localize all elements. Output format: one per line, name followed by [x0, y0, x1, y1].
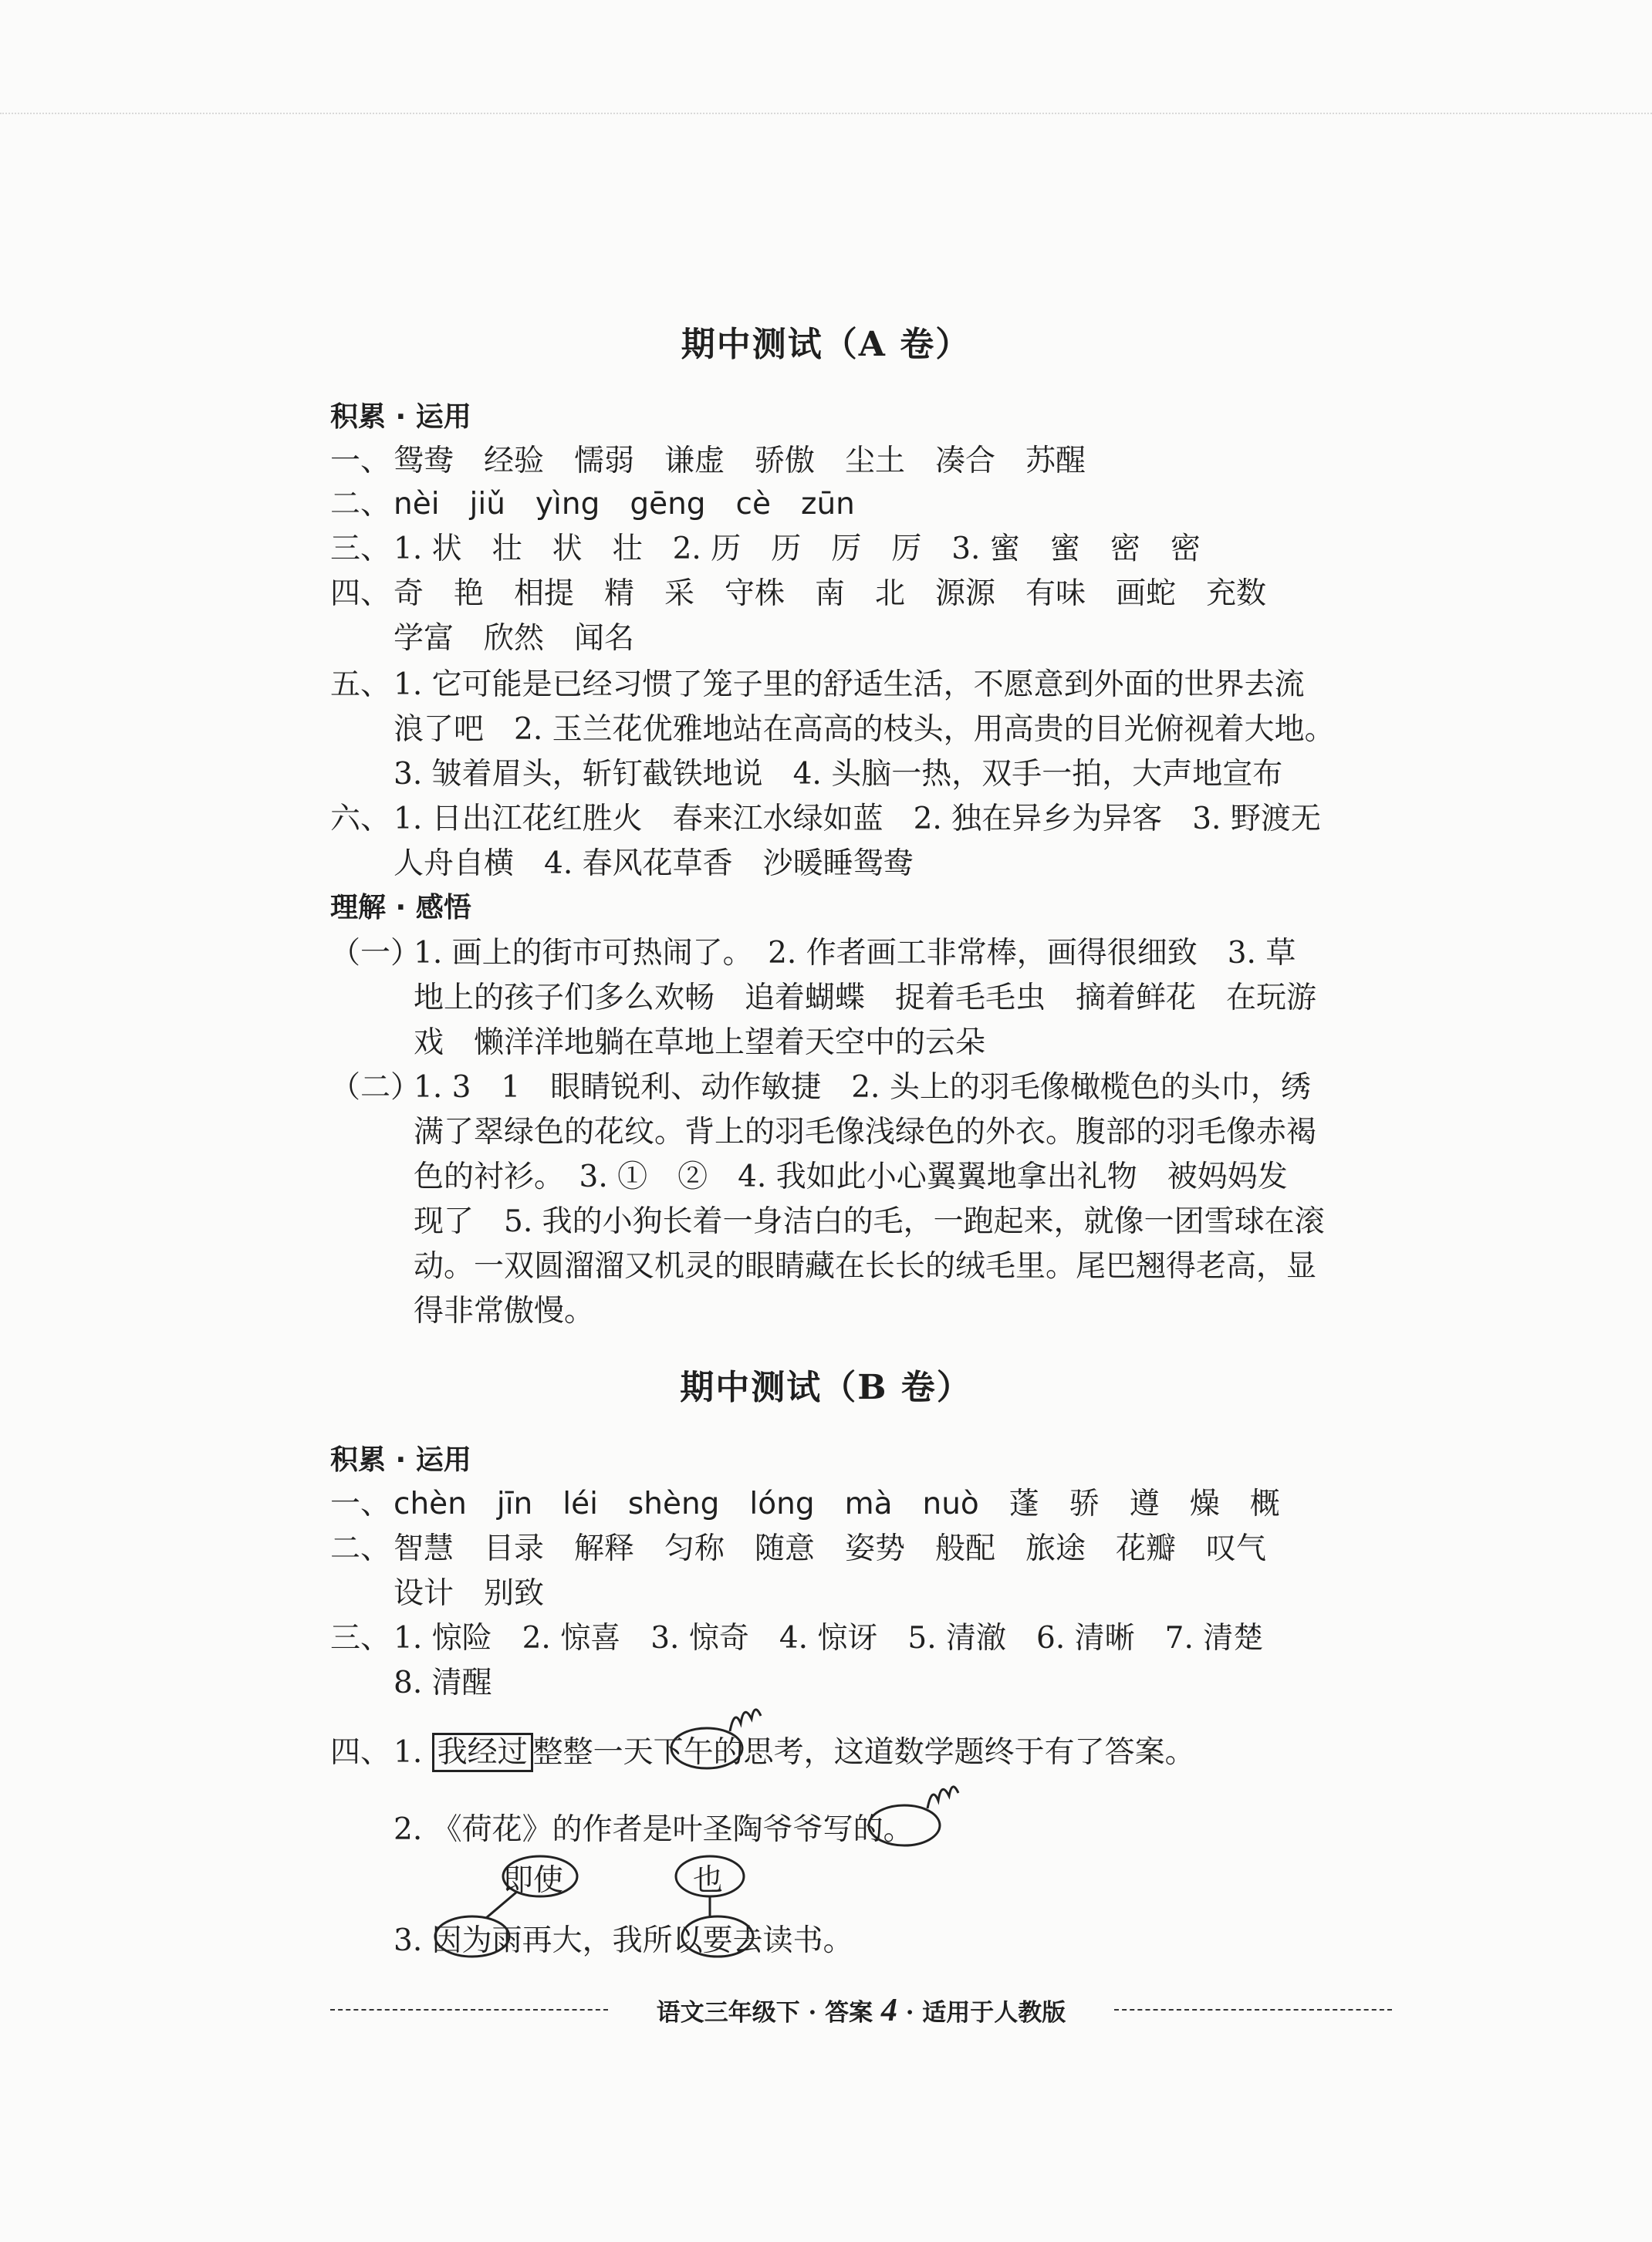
footer-page-number: 4 — [880, 1993, 897, 2028]
title-b: 期中测试（B 卷） — [680, 1368, 972, 1407]
b-q4-s3-mid: 雨再大，我 — [492, 1923, 643, 1958]
b-q4-s2-before: 《荷花》的作者是叶圣陶爷爷 — [431, 1812, 823, 1847]
b-q4-s1-before: 整整一天 — [532, 1735, 654, 1770]
a-r1-line2: 地上的孩子们多么欢畅 追着蝴蝶 捉着毛毛虫 摘着鲜花 在玩游 — [414, 981, 1317, 1015]
b-q4-s3-insert-2: 也 — [693, 1863, 724, 1898]
a-q1-label: 一、 — [330, 444, 391, 478]
circle-mark-insert-2 — [676, 1856, 744, 1896]
delete-mark-s1 — [730, 1710, 761, 1731]
b-q4-s1-boxed: 我经过 — [432, 1733, 533, 1772]
connector-1 — [486, 1892, 517, 1918]
b-q4-label: 四、 — [330, 1735, 391, 1770]
section-a-jilei: 积累 · 运用 — [330, 401, 471, 433]
a-r2-line4: 现了 5. 我的小狗长着一身洁白的毛，一跑起来，就像一团雪球在滚 — [414, 1204, 1325, 1239]
b-q4-s3-num: 3. — [394, 1923, 423, 1958]
a-r2-label: （二） — [330, 1070, 421, 1105]
a-q5-line1: 1. 它可能是已经习惯了笼子里的舒适生活，不愿意到外面的世界去流 — [394, 667, 1305, 702]
b-q2-line1: 智慧 目录 解释 匀称 随意 姿势 般配 旅途 花瓣 叹气 — [394, 1531, 1267, 1566]
delete-mark-s2 — [927, 1787, 958, 1808]
b-q4-s3-insert-1: 即使 — [503, 1863, 564, 1898]
circle-mark-insert-1 — [503, 1856, 577, 1896]
a-r2-line6: 得非常傲慢。 — [414, 1294, 595, 1329]
b-q4-s2-circled: 写的 — [823, 1812, 883, 1847]
footer-left: 语文三年级下 · 答案 — [656, 1999, 873, 2027]
a-q3-text: 1. 状 壮 状 壮 2. 历 历 厉 厉 3. 蜜 蜜 密 密 — [394, 532, 1201, 566]
circle-mark-s1 — [671, 1728, 742, 1768]
a-q6-line2: 人舟自横 4. 春风花草香 沙暖睡鸳鸯 — [394, 846, 914, 881]
b-q4-s2-after: 。 — [883, 1812, 914, 1847]
footer-text — [330, 1992, 1392, 2029]
a-r1-label: （一） — [330, 936, 421, 971]
b-q3-line1: 1. 惊险 2. 惊喜 3. 惊奇 4. 惊讶 5. 清澈 6. 清晰 7. 清楚 — [394, 1621, 1264, 1656]
a-q4-line1: 奇 艳 相提 精 采 守株 南 北 源源 有味 画蛇 充数 — [394, 576, 1267, 611]
b-q2-line2: 设计 别致 — [394, 1576, 545, 1611]
a-q5-line3: 3. 皱着眉头，斩钉截铁地说 4. 头脑一热，双手一拍，大声地宣布 — [394, 757, 1283, 792]
b-q4-s3-circled-2: 所以 — [642, 1923, 703, 1958]
a-q4-line2: 学富 欣然 闻名 — [394, 621, 635, 656]
footer — [330, 1992, 1392, 2031]
title-a: 期中测试（A 卷） — [681, 325, 971, 364]
section-b-jilei: 积累 · 运用 — [330, 1444, 471, 1476]
circle-mark-s3-2 — [682, 1916, 753, 1957]
a-r1-line1: 1. 画上的街市可热闹了。 2. 作者画工非常棒，画得很细致 3. 草 — [414, 936, 1296, 971]
b-q4-s1-circled: 下午 — [653, 1735, 714, 1770]
a-r2-line5: 动。一双圆溜溜又机灵的眼睛藏在长长的绒毛里。尾巴翘得老高，显 — [414, 1249, 1317, 1284]
b-q3-line2: 8. 清醒 — [394, 1666, 492, 1700]
b-q4-s3-after: 要去读书。 — [702, 1923, 853, 1958]
a-q5-label: 五、 — [330, 667, 391, 702]
a-q1-text: 鸳鸯 经验 懦弱 谦虚 骄傲 尘土 凑合 苏醒 — [394, 444, 1086, 478]
b-q4-s1-after: 的思考，这道数学题终于有了答案。 — [713, 1735, 1195, 1770]
circle-mark-s2 — [869, 1805, 940, 1845]
circle-mark-s3-1 — [435, 1916, 509, 1957]
b-q4-s2-num: 2. — [394, 1812, 423, 1847]
a-q5-line2: 浪了吧 2. 玉兰花优雅地站在高高的枝头，用高贵的目光俯视着大地。 — [394, 712, 1335, 747]
a-r1-line3: 戏 懒洋洋地躺在草地上望着天空中的云朵 — [414, 1025, 986, 1060]
b-q2-label: 二、 — [330, 1531, 391, 1566]
b-q1-label: 一、 — [330, 1487, 391, 1521]
b-q3-label: 三、 — [330, 1621, 391, 1656]
a-q6-line1: 1. 日出江花红胜火 春来江水绿如蓝 2. 独在异乡为异客 3. 野渡无 — [394, 802, 1321, 836]
a-r2-line1: 1. 3 1 眼睛锐利、动作敏捷 2. 头上的羽毛像橄榄色的头巾，绣 — [414, 1070, 1311, 1105]
a-q3-label: 三、 — [330, 532, 391, 566]
footer-right: · 适用于人教版 — [905, 1999, 1066, 2027]
b-q4-s3-circled-1: 因为 — [431, 1923, 492, 1958]
b-q1-text: chèn jīn léi shèng lóng mà nuò 蓬 骄 遵 燥 概 — [394, 1487, 1280, 1521]
a-q4-label: 四、 — [330, 576, 391, 611]
a-q6-label: 六、 — [330, 802, 391, 836]
a-q2-label: 二、 — [330, 487, 391, 522]
a-r2-line2: 满了翠绿色的花纹。背上的羽毛像浅绿色的外衣。腹部的羽毛像赤褐 — [414, 1115, 1317, 1150]
a-r2-line3: 色的衬衫。 3. ① ② 4. 我如此小心翼翼地拿出礼物 被妈妈发 — [414, 1160, 1288, 1194]
section-a-lijie: 理解 · 感悟 — [330, 892, 471, 923]
a-q2-text: nèi jiǔ yìng gēng cè zūn — [394, 487, 855, 522]
b-q4-s1-num: 1. — [394, 1735, 423, 1770]
